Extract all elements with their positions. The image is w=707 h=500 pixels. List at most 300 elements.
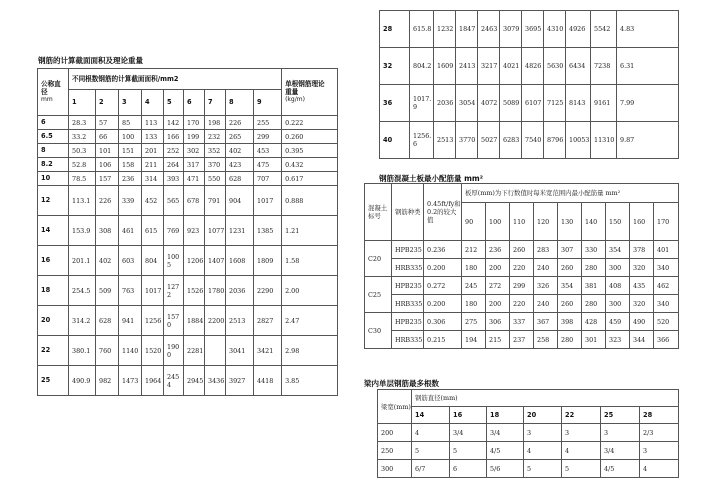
table-row [365, 295, 679, 313]
slab-min-reinforcement-table [364, 183, 679, 349]
area-cell: 232 [205, 130, 226, 144]
area-cell: 380.1 [69, 336, 96, 366]
min-area-cell: 260 [558, 295, 582, 313]
weight-cell: 3.85 [282, 366, 338, 396]
min-area-cell: 367 [534, 313, 558, 331]
area-cell: 2281 [184, 336, 205, 366]
area-cell: 370 [205, 158, 226, 172]
area-span-header: 不同根数钢筋的计算截面面积/mm2 [69, 69, 282, 90]
area-cell: 1232 [434, 11, 456, 48]
rebar-type-cell: HPB235 [392, 277, 424, 295]
area-cell: 1231 [226, 216, 254, 246]
table-row [378, 424, 679, 442]
min-area-cell: 401 [654, 241, 679, 259]
area-cell: 7125 [544, 85, 566, 122]
area-cell: 5027 [478, 122, 500, 159]
table-row [378, 442, 679, 460]
area-cell: 3217 [478, 48, 500, 85]
area-cell: 393 [164, 172, 184, 186]
min-area-cell: 354 [558, 277, 582, 295]
area-cell: 565 [164, 186, 184, 216]
max-bars-cell: 5 [562, 460, 601, 478]
area-cell: 628 [96, 306, 119, 336]
thickness-header: 140 [582, 203, 606, 241]
weight-cell: 4.83 [617, 11, 679, 48]
max-bars-cell: 5 [412, 442, 450, 460]
min-area-cell: 323 [606, 331, 630, 349]
area-cell: 11310 [591, 122, 617, 159]
area-cell: 603 [119, 246, 142, 276]
min-area-cell: 260 [510, 241, 534, 259]
area-cell: 423 [226, 158, 254, 172]
area-cell: 2200 [205, 306, 226, 336]
beam-width-header: 梁宽(mm) [378, 390, 412, 424]
area-cell: 113 [142, 116, 164, 130]
table-row [380, 11, 679, 48]
area-cell: 151 [119, 144, 142, 158]
area-cell: 923 [184, 216, 205, 246]
diameter-header: 14 [412, 407, 450, 424]
ratio-cell: 0.272 [424, 277, 462, 295]
table-row [365, 331, 679, 349]
area-cell: 52.8 [69, 158, 96, 172]
rebar-type-cell: HPB235 [392, 241, 424, 259]
area-cell: 1884 [184, 306, 205, 336]
area-cell: 628 [226, 172, 254, 186]
area-cell: 1964 [142, 366, 164, 396]
area-cell: 678 [184, 186, 205, 216]
min-area-cell: 340 [654, 259, 679, 277]
diameter-cell: 10 [38, 172, 69, 186]
min-area-cell: 320 [630, 259, 654, 277]
weight-cell: 0.222 [282, 116, 338, 130]
beam-width-cell: 250 [378, 442, 412, 460]
diameter-header: 22 [562, 407, 601, 424]
max-bars-cell: 3 [562, 424, 601, 442]
max-bars-cell: 4 [640, 460, 679, 478]
area-cell: 2454 [164, 366, 184, 396]
min-area-cell: 240 [534, 259, 558, 277]
diameter-cell: 40 [380, 122, 410, 159]
min-area-cell: 180 [462, 259, 486, 277]
area-cell: 3421 [254, 336, 282, 366]
min-area-cell: 260 [558, 259, 582, 277]
max-bars-cell: 3 [640, 442, 679, 460]
count-header: 8 [226, 90, 254, 116]
area-cell: 1526 [184, 276, 205, 306]
area-cell: 4072 [478, 85, 500, 122]
diameter-cell: 22 [38, 336, 69, 366]
weight-cell: 2.98 [282, 336, 338, 366]
weight-cell: 2.47 [282, 306, 338, 336]
min-area-cell: 320 [630, 295, 654, 313]
area-cell: 3079 [500, 11, 522, 48]
area-cell: 1256.6 [410, 122, 434, 159]
diameter-cell: 25 [38, 366, 69, 396]
area-cell: 509 [96, 276, 119, 306]
table-row [38, 116, 338, 130]
area-cell: 707 [254, 172, 282, 186]
min-area-cell: 220 [510, 259, 534, 277]
area-cell: 1608 [226, 246, 254, 276]
area-cell: 153.9 [69, 216, 96, 246]
min-area-cell: 258 [534, 331, 558, 349]
area-cell: 1407 [205, 246, 226, 276]
area-cell: 1847 [456, 11, 478, 48]
table-row [38, 158, 338, 172]
area-cell: 1017 [142, 276, 164, 306]
weight-cell: 7.99 [617, 85, 679, 122]
max-bars-cell: 3/4 [450, 424, 487, 442]
diameter-cell: 28 [380, 11, 410, 48]
diameter-cell: 8.2 [38, 158, 69, 172]
area-cell: 2290 [254, 276, 282, 306]
area-cell: 2463 [478, 11, 500, 48]
min-area-cell: 200 [486, 259, 510, 277]
diameter-cell: 12 [38, 186, 69, 216]
rebar-type-cell: HRB335 [392, 295, 424, 313]
diameter-header: 28 [640, 407, 679, 424]
min-area-cell: 340 [654, 295, 679, 313]
area-cell: 66 [96, 130, 119, 144]
area-cell: 226 [226, 116, 254, 130]
count-header: 5 [164, 90, 184, 116]
area-cell: 10053 [566, 122, 591, 159]
area-cell: 453 [254, 144, 282, 158]
weight-cell: 9.87 [617, 122, 679, 159]
thickness-header: 110 [510, 203, 534, 241]
weight-cell: 0.432 [282, 158, 338, 172]
min-area-cell: 301 [582, 331, 606, 349]
weight-cell: 0.395 [282, 144, 338, 158]
min-area-cell: 462 [654, 277, 679, 295]
area-cell: 113.1 [69, 186, 96, 216]
area-cell: 1570 [164, 306, 184, 336]
area-cell: 3054 [456, 85, 478, 122]
max-bars-cell: 4/5 [601, 460, 640, 478]
count-header: 1 [69, 90, 96, 116]
area-cell: 1077 [205, 216, 226, 246]
area-cell: 769 [164, 216, 184, 246]
diameter-cell: 32 [380, 48, 410, 85]
area-cell: 402 [226, 144, 254, 158]
area-cell: 2036 [226, 276, 254, 306]
area-cell: 471 [184, 172, 205, 186]
area-cell: 490.9 [69, 366, 96, 396]
max-bars-cell: 4 [562, 442, 601, 460]
area-cell: 211 [142, 158, 164, 172]
area-cell: 763 [119, 276, 142, 306]
area-cell: 5630 [544, 48, 566, 85]
area-cell: 1017.9 [410, 85, 434, 122]
area-cell: 7540 [522, 122, 544, 159]
area-cell: 8143 [566, 85, 591, 122]
area-cell: 2413 [456, 48, 478, 85]
min-area-cell: 330 [582, 241, 606, 259]
min-area-cell: 299 [510, 277, 534, 295]
thickness-span-header: 板厚(mm)为下行数值时每米宽范围内最小配筋量 mm² [462, 184, 679, 203]
area-cell: 5089 [500, 85, 522, 122]
min-area-cell: 326 [534, 277, 558, 295]
min-area-cell: 344 [630, 331, 654, 349]
area-cell: 100 [119, 130, 142, 144]
table-row [38, 336, 338, 366]
area-cell: 8796 [544, 122, 566, 159]
table-row [365, 313, 679, 331]
ratio-cell: 0.200 [424, 295, 462, 313]
weight-cell: 6.31 [617, 48, 679, 85]
min-area-cell: 215 [486, 331, 510, 349]
area-cell: 3927 [226, 366, 254, 396]
area-cell: 1780 [205, 276, 226, 306]
count-header: 4 [142, 90, 164, 116]
weight-cell: 2.00 [282, 276, 338, 306]
area-cell: 133 [142, 130, 164, 144]
area-cell: 352 [205, 144, 226, 158]
diameter-header: 20 [524, 407, 562, 424]
area-cell: 33.2 [69, 130, 96, 144]
area-cell: 4310 [544, 11, 566, 48]
weight-cell: 0.617 [282, 172, 338, 186]
min-area-cell: 237 [510, 331, 534, 349]
min-area-cell: 240 [534, 295, 558, 313]
area-cell: 157 [96, 172, 119, 186]
area-cell: 3436 [205, 366, 226, 396]
diameter-cell: 6.5 [38, 130, 69, 144]
max-bars-cell: 5/6 [487, 460, 524, 478]
table-row [380, 85, 679, 122]
min-area-cell: 435 [630, 277, 654, 295]
count-header: 6 [184, 90, 205, 116]
min-area-cell: 300 [606, 259, 630, 277]
area-cell: 9161 [591, 85, 617, 122]
grade-cell: C20 [365, 241, 392, 277]
grade-cell: C30 [365, 313, 392, 349]
table-row [365, 259, 679, 277]
diameter-cell: 14 [38, 216, 69, 246]
area-cell: 2827 [254, 306, 282, 336]
area-cell: 314.2 [69, 306, 96, 336]
area-cell: 50.3 [69, 144, 96, 158]
ratio-cell: 0.306 [424, 313, 462, 331]
min-area-cell: 194 [462, 331, 486, 349]
area-cell: 6283 [500, 122, 522, 159]
rebar-type-cell: HPB235 [392, 313, 424, 331]
max-bars-cell: 6/7 [412, 460, 450, 478]
ratio-cell: 0.215 [424, 331, 462, 349]
min-area-cell: 520 [654, 313, 679, 331]
diameter-header: 25 [601, 407, 640, 424]
area-cell: 201.1 [69, 246, 96, 276]
max-bars-cell: 4/5 [487, 442, 524, 460]
min-area-cell: 280 [582, 259, 606, 277]
table-row [378, 460, 679, 478]
min-area-cell: 366 [654, 331, 679, 349]
area-cell: 170 [184, 116, 205, 130]
area-cell: 4826 [522, 48, 544, 85]
area-cell: 254.5 [69, 276, 96, 306]
area-cell: 550 [205, 172, 226, 186]
min-area-cell: 408 [606, 277, 630, 295]
max-bars-cell: 4 [412, 424, 450, 442]
area-cell: 199 [184, 130, 205, 144]
beam-max-bars-table [377, 389, 679, 478]
max-bars-cell: 3 [524, 424, 562, 442]
area-cell: 264 [164, 158, 184, 172]
diameter-header: 18 [487, 407, 524, 424]
grade-cell: C25 [365, 277, 392, 313]
area-cell: 1017 [254, 186, 282, 216]
min-area-cell: 306 [486, 313, 510, 331]
max-bars-cell: 3/4 [487, 424, 524, 442]
area-cell: 2036 [434, 85, 456, 122]
min-area-cell: 200 [486, 295, 510, 313]
area-cell: 1005 [164, 246, 184, 276]
diameter-cell: 18 [38, 276, 69, 306]
area-cell: 1256 [142, 306, 164, 336]
area-cell: 1272 [164, 276, 184, 306]
max-bars-cell: 5 [450, 442, 487, 460]
table1-title: 钢筋的计算截面面积及理论重量 [38, 56, 143, 65]
area-cell: 198 [205, 116, 226, 130]
area-cell: 78.5 [69, 172, 96, 186]
area-cell: 6107 [522, 85, 544, 122]
rebar-type-cell: HRB335 [392, 331, 424, 349]
count-header: 2 [96, 90, 119, 116]
rebar-area-table [37, 68, 338, 396]
area-cell: 1900 [164, 336, 184, 366]
area-cell: 4418 [254, 366, 282, 396]
area-cell: 85 [119, 116, 142, 130]
max-bars-cell: 5 [524, 460, 562, 478]
area-cell: 1520 [142, 336, 164, 366]
area-cell: 299 [254, 130, 282, 144]
area-cell: 2513 [434, 122, 456, 159]
bar-diameter-span-header: 钢筋直径(mm) [412, 390, 679, 407]
area-cell: 5542 [591, 11, 617, 48]
min-area-cell: 220 [510, 295, 534, 313]
min-area-cell: 300 [606, 295, 630, 313]
min-area-cell: 280 [582, 295, 606, 313]
weight-cell: 1.21 [282, 216, 338, 246]
area-cell: 3770 [456, 122, 478, 159]
min-area-cell: 337 [510, 313, 534, 331]
area-cell: 941 [119, 306, 142, 336]
count-header: 3 [119, 90, 142, 116]
table-row [38, 366, 338, 396]
area-cell [205, 336, 226, 366]
min-area-cell: 180 [462, 295, 486, 313]
min-area-cell: 459 [606, 313, 630, 331]
table-row [380, 48, 679, 85]
area-cell: 791 [205, 186, 226, 216]
area-cell: 615 [142, 216, 164, 246]
area-cell: 2945 [184, 366, 205, 396]
area-cell: 3695 [522, 11, 544, 48]
rebar-type-header: 钢筋种类 [392, 184, 424, 241]
area-cell: 236 [119, 172, 142, 186]
area-cell: 1385 [254, 216, 282, 246]
table2-title: 钢筋混凝土板最小配筋量 mm² [379, 174, 484, 183]
weight-cell: 0.260 [282, 130, 338, 144]
table-row [38, 306, 338, 336]
diameter-cell: 16 [38, 246, 69, 276]
table-row [38, 276, 338, 306]
area-cell: 3041 [226, 336, 254, 366]
min-area-cell: 378 [630, 241, 654, 259]
area-cell: 760 [96, 336, 119, 366]
area-cell: 302 [184, 144, 205, 158]
min-area-cell: 245 [462, 277, 486, 295]
area-cell: 101 [96, 144, 119, 158]
area-cell: 57 [96, 116, 119, 130]
thickness-header: 170 [654, 203, 679, 241]
min-area-cell: 283 [534, 241, 558, 259]
thickness-header: 130 [558, 203, 582, 241]
weight-cell: 0.888 [282, 186, 338, 216]
beam-width-cell: 200 [378, 424, 412, 442]
min-area-cell: 398 [558, 313, 582, 331]
unit-weight-header: 单根钢筋理论重量 (kg/m) [282, 69, 338, 116]
ratio-cell: 0.236 [424, 241, 462, 259]
ratio-cell: 0.200 [424, 259, 462, 277]
area-cell: 461 [119, 216, 142, 246]
min-area-cell: 272 [486, 277, 510, 295]
area-cell: 402 [96, 246, 119, 276]
max-bars-cell: 3 [601, 424, 640, 442]
min-area-cell: 428 [582, 313, 606, 331]
area-cell: 6434 [566, 48, 591, 85]
area-cell: 142 [164, 116, 184, 130]
table-row [38, 130, 338, 144]
area-cell: 308 [96, 216, 119, 246]
area-cell: 252 [164, 144, 184, 158]
area-cell: 475 [254, 158, 282, 172]
table-row [38, 186, 338, 216]
max-bars-cell: 3/4 [601, 442, 640, 460]
thickness-header: 100 [486, 203, 510, 241]
table-row [380, 122, 679, 159]
area-cell: 226 [96, 186, 119, 216]
area-cell: 158 [119, 158, 142, 172]
table3-title: 梁内单层钢筋最多根数 [364, 379, 439, 388]
diameter-header: 公称直径 mm [38, 69, 69, 116]
weight-cell: 1.58 [282, 246, 338, 276]
concrete-grade-header: 混凝土标号 [365, 184, 392, 241]
table-row [38, 172, 338, 186]
max-bars-cell: 4 [524, 442, 562, 460]
thickness-header: 150 [606, 203, 630, 241]
thickness-header: 160 [630, 203, 654, 241]
max-bars-cell: 2/3 [640, 424, 679, 442]
min-area-cell: 280 [558, 331, 582, 349]
min-area-cell: 275 [462, 313, 486, 331]
area-cell: 615.8 [410, 11, 434, 48]
min-area-cell: 490 [630, 313, 654, 331]
area-cell: 2513 [226, 306, 254, 336]
area-cell: 4021 [500, 48, 522, 85]
ratio-header: 0.45ft/fy和0.2的较大值 [424, 184, 462, 241]
table-row [365, 277, 679, 295]
thickness-header: 120 [534, 203, 558, 241]
area-cell: 904 [226, 186, 254, 216]
beam-width-cell: 300 [378, 460, 412, 478]
table-row [38, 144, 338, 158]
min-area-cell: 307 [558, 241, 582, 259]
max-bars-cell: 6 [450, 460, 487, 478]
count-header: 9 [254, 90, 282, 116]
area-cell: 314 [142, 172, 164, 186]
